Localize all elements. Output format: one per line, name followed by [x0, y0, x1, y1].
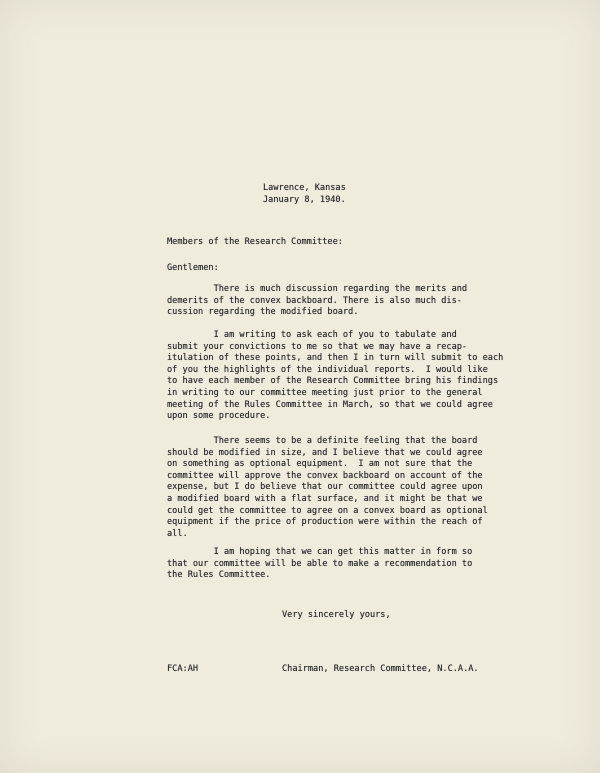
- paragraph-line: that our committee will be able to make a recommendation to: [167, 558, 473, 569]
- date: January 8, 1940.: [263, 194, 346, 205]
- paragraph-4: [167, 547, 527, 582]
- paragraph-line: I am hoping that we can get this matter in form so: [167, 547, 473, 557]
- paragraph-line: There seems to be a definite feeling that the board: [167, 436, 478, 446]
- paragraph-line: I am writing to ask each of you to tabulate and: [167, 330, 457, 340]
- paragraph-line: in writing to our committee meeting just prior to the general: [167, 387, 483, 398]
- paragraph-line: submit your convictions to me so that we may have a recap-: [167, 341, 468, 352]
- reference-initials: FCA:AH: [167, 664, 199, 674]
- paragraph-line: meeting of the Rules Committee in March, so that we could agree: [167, 399, 493, 410]
- paragraph-line: to have each member of the Research Committee bring his findings: [167, 376, 499, 387]
- paragraph-line: upon some procedure.: [167, 411, 271, 422]
- salutation: Gentlemen:: [167, 263, 219, 273]
- paragraph-3: [167, 436, 527, 540]
- paragraph-line: expense, but I do believe that our committee could agree upon: [167, 482, 483, 493]
- paragraph-line: There is much discussion regarding the merits and: [167, 284, 468, 294]
- paragraph-line: all.: [167, 528, 188, 539]
- closing: Very sincerely yours,: [282, 610, 391, 620]
- signature-title: Chairman, Research Committee, N.C.A.A.: [282, 664, 479, 674]
- paragraph-line: of you the highlights of the individual reports. I would like: [167, 364, 488, 375]
- paragraph-line: could get the committee to agree on a convex board as optional: [167, 505, 488, 516]
- paragraph-line: itulation of these points, and then I in turn will submit to each: [167, 353, 504, 364]
- paragraph-line: the Rules Committee.: [167, 570, 271, 581]
- paragraph-line: committee will approve the convex backboard on account of the: [167, 470, 483, 481]
- letter-heading: [263, 183, 346, 206]
- paragraph-2: [167, 330, 527, 423]
- paragraph-line: cussion regarding the modified board.: [167, 307, 359, 318]
- paragraph-1: [167, 284, 527, 319]
- paragraph-line: equipment if the price of production were within the reach of: [167, 517, 483, 528]
- paragraph-line: a modified board with a flat surface, and it might be that we: [167, 493, 483, 504]
- paragraph-line: should be modified in size, and I believe that we could agree: [167, 447, 483, 458]
- paragraph-line: demerits of the convex backboard. There is also much dis-: [167, 295, 462, 306]
- addressee: Members of the Research Committee:: [167, 237, 343, 247]
- place: Lawrence, Kansas: [263, 183, 346, 193]
- paragraph-line: on something as optional equipment. I am not sure that the: [167, 459, 473, 470]
